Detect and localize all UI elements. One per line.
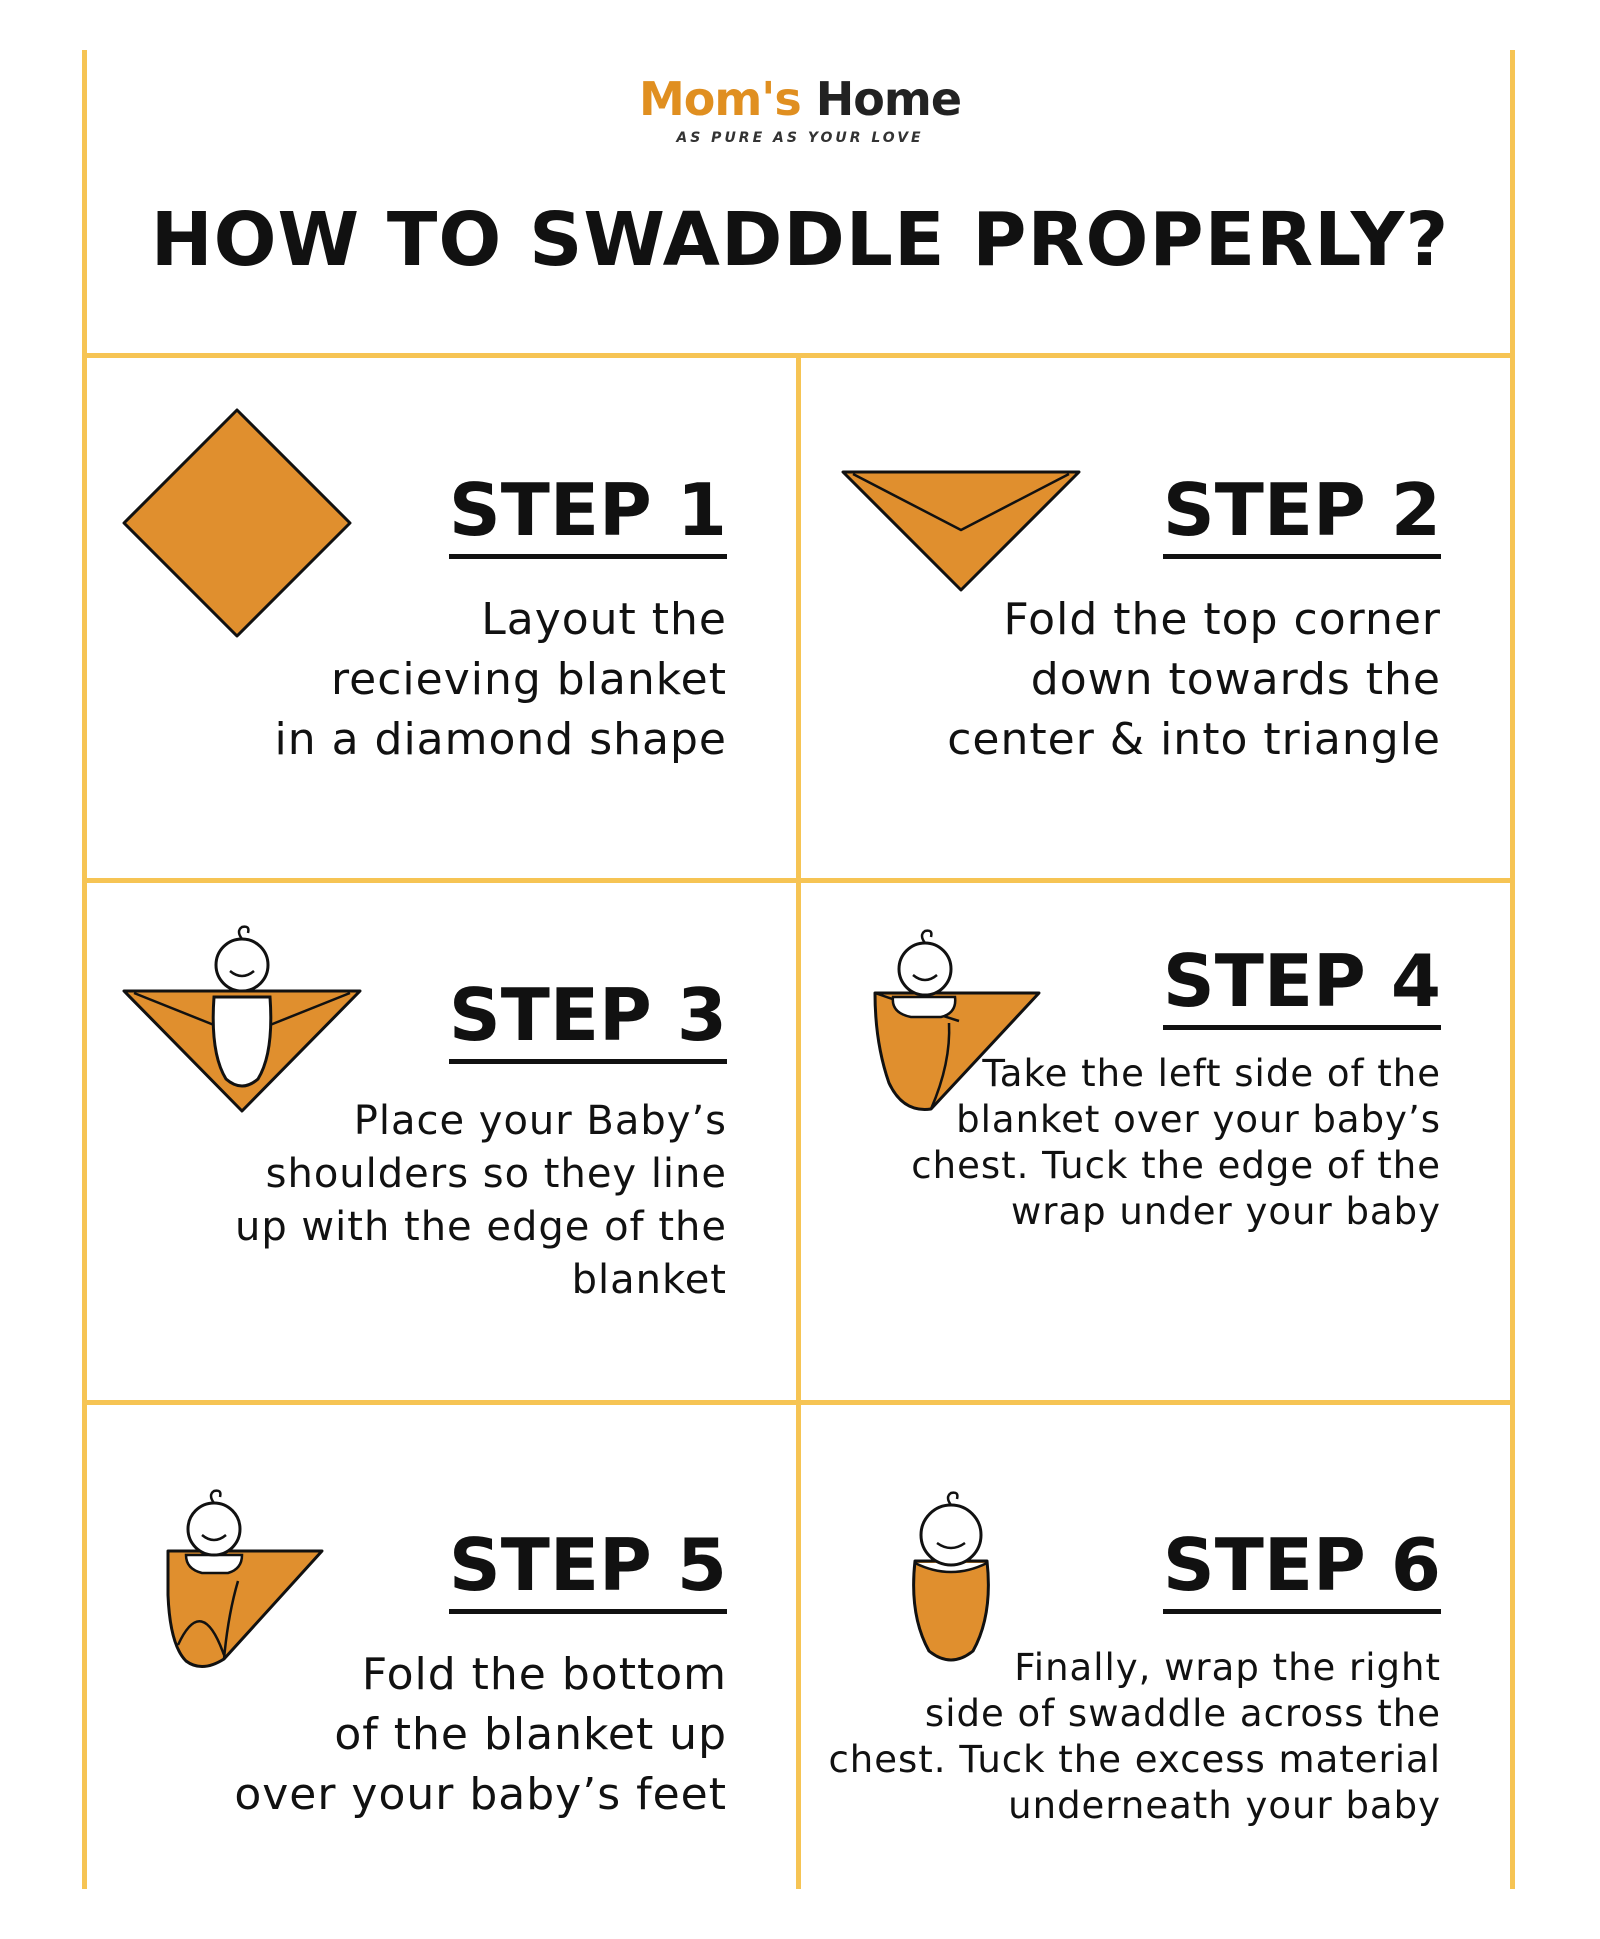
step-6-description: Finally, wrap the right side of swaddle across the chest. Tuck the excess material underneath your baby <box>828 1646 1441 1827</box>
step-6-title <box>1001 1523 1441 1607</box>
step-5-title-text: STEP 5 <box>449 1523 727 1614</box>
step-5-cell <box>87 1405 787 1915</box>
brand-name-part2: Home <box>815 72 962 126</box>
step-1-description: Layout the recieving blanket in a diamond shape <box>274 594 727 765</box>
step-2-title-text: STEP 2 <box>1163 468 1441 559</box>
step-3-title-text: STEP 3 <box>449 973 727 1064</box>
step-1-cell <box>87 358 787 868</box>
step-5-description: Fold the bottom of the blanket up over your baby’s feet <box>234 1649 727 1820</box>
step-4-title-text: STEP 4 <box>1163 939 1441 1030</box>
step-3-title <box>287 973 727 1057</box>
brand-name-part1: Mom's <box>638 72 801 126</box>
step-2-title <box>1001 468 1441 552</box>
brand-tagline: AS PURE AS YOUR LOVE <box>676 130 924 146</box>
step-3-description: Place your Baby’s shoulders so they line up with the edge of the blanket <box>234 1098 727 1303</box>
swaddled-baby-icon <box>901 1485 1001 1665</box>
step-6-title-text: STEP 6 <box>1163 1523 1441 1614</box>
step-2-description: Fold the top corner down towards the center & into triangle <box>947 594 1441 765</box>
step-4-title <box>1001 939 1441 1023</box>
step-4-description: Take the left side of the blanket over your baby’s chest. Tuck the edge of the wrap under your baby <box>911 1052 1441 1233</box>
step-1-title <box>287 468 727 552</box>
step-3-cell <box>87 883 787 1393</box>
page-title: HOW TO SWADDLE PROPERLY? <box>150 197 1450 283</box>
step-5-title <box>287 1523 727 1607</box>
step-4-cell <box>801 883 1501 1393</box>
step-1-title-text: STEP 1 <box>449 468 727 559</box>
step-6-cell <box>801 1405 1501 1915</box>
brand-logo <box>560 70 1040 170</box>
frame-right-border <box>1510 50 1515 1889</box>
step-2-cell <box>801 358 1501 868</box>
